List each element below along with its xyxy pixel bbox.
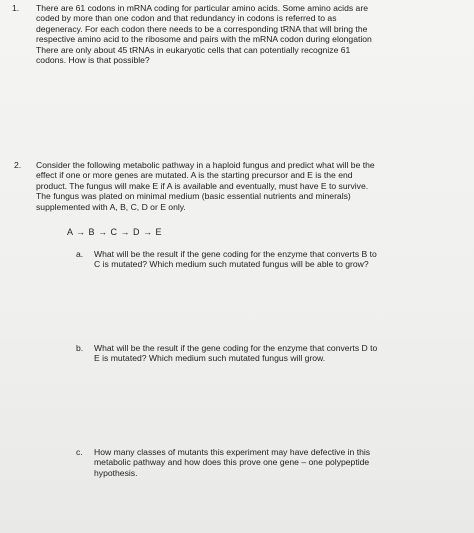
- question-1: [12, 3, 452, 65]
- question-2a-text: What will be the result if the gene coding for the enzyme that converts B to C is mutated? Which medium such mutated fungus will be able to grow?: [94, 249, 377, 270]
- question-1-number: 1.: [12, 3, 20, 13]
- question-2c: [76, 447, 436, 478]
- metabolic-pathway: A → B → C → D → E: [67, 227, 163, 237]
- question-2: [14, 160, 454, 212]
- question-2b: [76, 343, 436, 364]
- question-2b-letter: b.: [76, 343, 84, 353]
- question-2-text: Consider the following metabolic pathway in a haploid fungus and predict what will be the effect if one or more genes are mutated. A is the starting precursor and E is the end product. The fungus will make E if A is available and eventually, must have E to survive. The fungus was plated on minimal medium (basic essential nutrients and minerals) supplemented with A, B, C, D or E only.: [36, 160, 375, 212]
- question-2c-letter: c.: [76, 447, 83, 457]
- question-2b-text: What will be the result if the gene coding for the enzyme that converts D to E is mutated? Which medium such mutated fungus will grow.: [94, 343, 378, 364]
- question-2a: [76, 249, 436, 270]
- question-2c-text: How many classes of mutants this experiment may have defective in this metabolic pathway and how does this prove one gene – one polypeptide hypothesis.: [94, 447, 371, 478]
- question-1-text: There are 61 codons in mRNA coding for particular amino acids. Some amino acids are coded by more than one codon and that redundancy in codons is referred to as degeneracy. For each codon there needs to be a corresponding tRNA that will bring the respective amino acid to the ribosome and pairs with the mRNA codon during elongation There are only about 45 tRNAs in eukaryotic cells that can potentially recognize 61 codons. How is that possible?: [36, 3, 372, 66]
- question-2a-letter: a.: [76, 249, 84, 259]
- question-2-number: 2.: [14, 160, 22, 170]
